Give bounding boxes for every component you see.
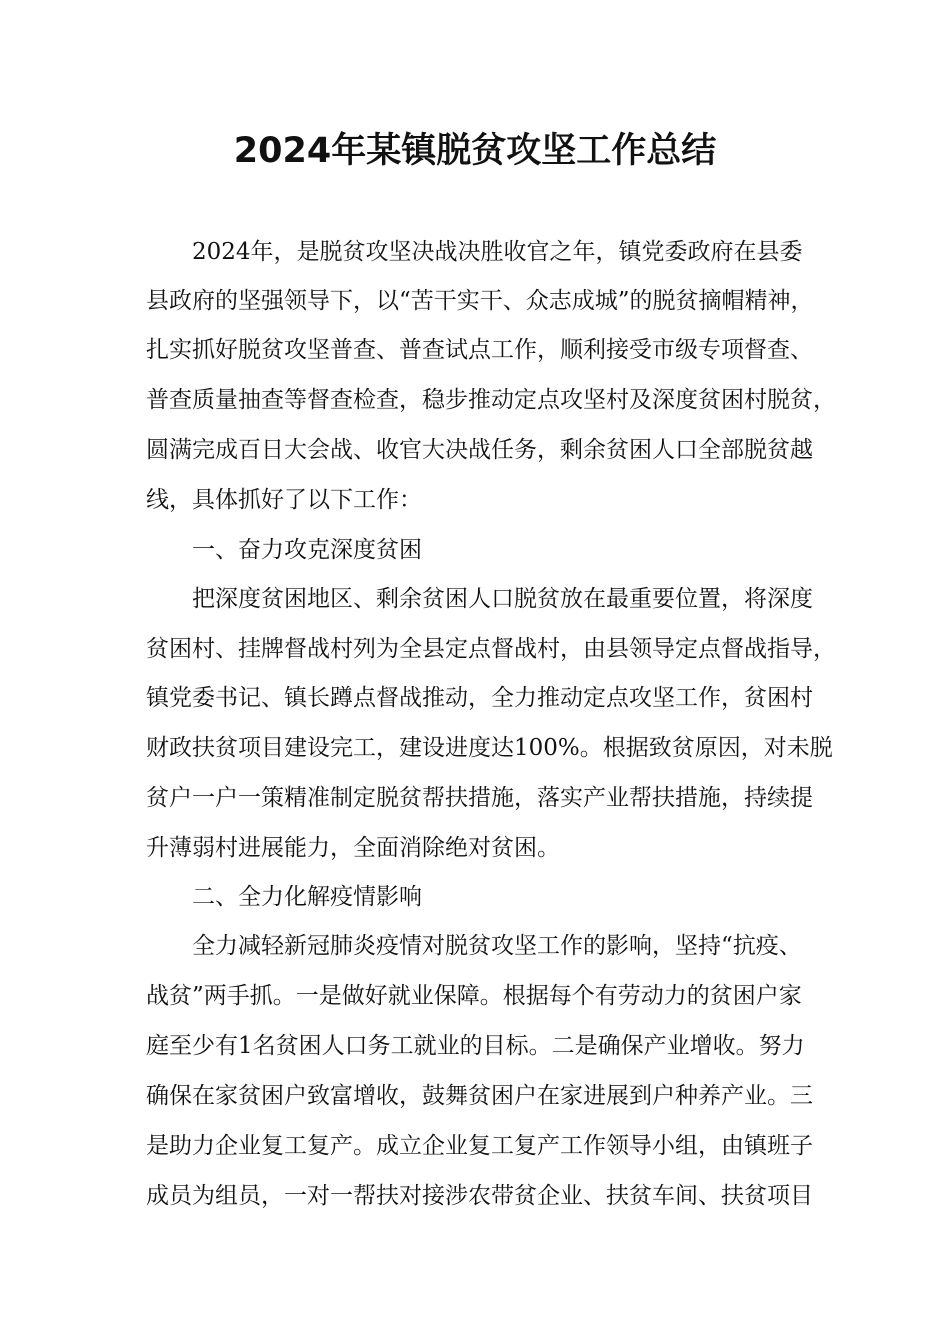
paragraph-line: 圆满完成百日大会战、收官大决战任务，剩余贫困人口全部脱贫越 (146, 437, 813, 463)
paragraph-line: 庭至少有1名贫困人口务工就业的目标。二是确保产业增收。努力 (146, 1033, 805, 1059)
paragraph-line: 成员为组员，一对一帮扶对接涉农带贫企业、扶贫车间、扶贫项目 (146, 1183, 813, 1209)
paragraph-line: 普查质量抽查等督查检查，稳步推动定点攻坚村及深度贫困村脱贫， (146, 387, 836, 413)
paragraph-line: 2024年，是脱贫攻坚决战决胜收官之年，镇党委政府在县委 (192, 239, 803, 265)
paragraph-line: 战贫”两手抓。一是做好就业保障。根据每个有劳动力的贫困户家 (146, 983, 802, 1009)
paragraph-line: 扎实抓好脱贫攻坚普查、普查试点工作，顺利接受市级专项督查、 (146, 337, 813, 363)
section-heading: 一、奋力攻克深度贫困 (192, 537, 422, 563)
document-title: 2024年某镇脱贫攻坚工作总结 (233, 131, 717, 171)
paragraph-line: 财政扶贫项目建设完工，建设进度达100%。根据致贫原因，对未脱 (146, 735, 833, 761)
paragraph-line: 县政府的坚强领导下，以“苦干实干、众志成城”的脱贫摘帽精神， (146, 288, 814, 314)
section-heading: 二、全力化解疫情影响 (192, 884, 422, 910)
paragraph-line: 把深度贫困地区、剩余贫困人口脱贫放在最重要位置，将深度 (192, 586, 813, 612)
paragraph-line: 确保在家贫困户致富增收，鼓舞贫困户在家进展到户种养产业。三 (146, 1083, 813, 1109)
paragraph-line: 贫困村、挂牌督战村列为全县定点督战村，由县领导定点督战指导， (146, 636, 836, 662)
paragraph-line: 是助力企业复工复产。成立企业复工复产工作领导小组，由镇班子 (146, 1133, 813, 1159)
paragraph-line: 镇党委书记、镇长蹲点督战推动，全力推动定点攻坚工作，贫困村 (146, 685, 813, 711)
paragraph-line: 线，具体抓好了以下工作： (146, 487, 422, 513)
paragraph-line: 贫户一户一策精准制定脱贫帮扶措施，落实产业帮扶措施，持续提 (146, 785, 813, 811)
paragraph-line: 全力减轻新冠肺炎疫情对脱贫攻坚工作的影响，坚持“抗疫、 (192, 933, 802, 959)
paragraph-line: 升薄弱村进展能力，全面消除绝对贫困。 (146, 835, 560, 861)
